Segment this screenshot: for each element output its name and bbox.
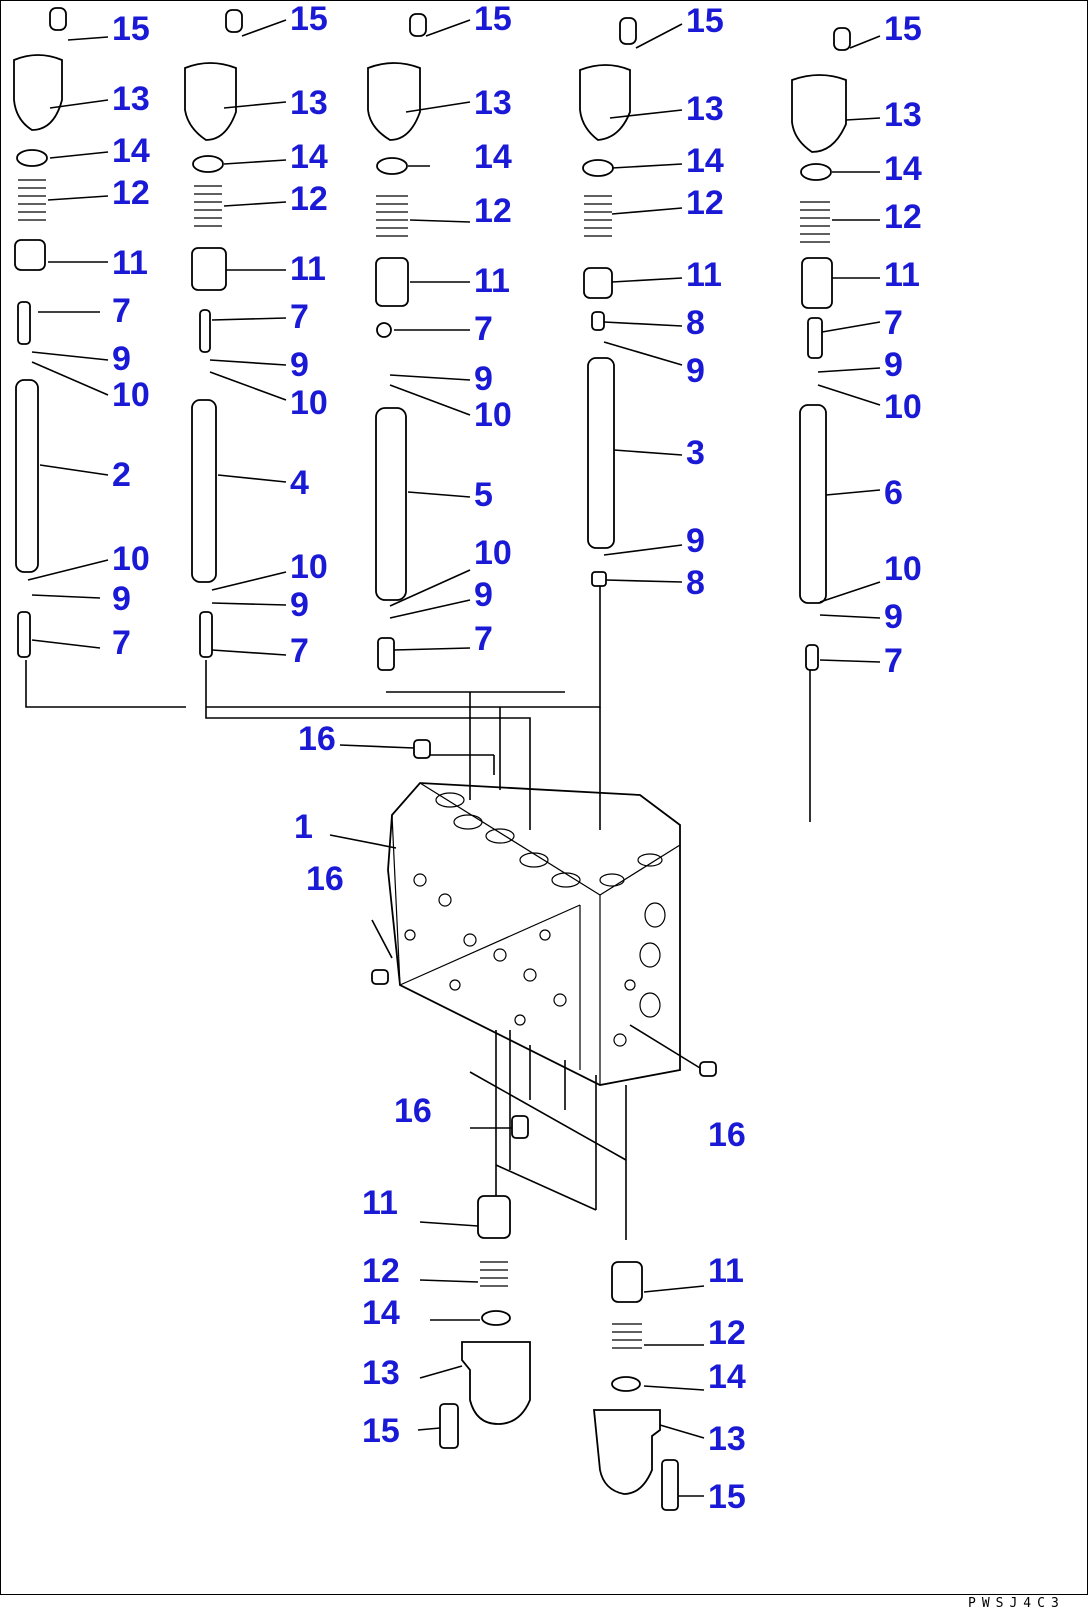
label-c4-8b: 8	[686, 564, 705, 602]
label-body-16a: 16	[298, 720, 336, 758]
label-c4-3: 3	[686, 434, 705, 472]
label-c4-13: 13	[686, 90, 724, 128]
drawing-code: PWSJ4C3	[968, 1596, 1065, 1611]
label-c1-10b: 10	[112, 540, 150, 578]
label-c3-10a: 10	[474, 396, 512, 434]
label-bl-13: 13	[362, 1354, 400, 1392]
label-c4-14: 14	[686, 142, 724, 180]
label-c1-7a: 7	[112, 292, 131, 330]
label-c3-15: 15	[474, 0, 512, 38]
label-c5-11: 11	[884, 256, 920, 294]
label-c2-7b: 7	[290, 632, 309, 670]
label-c3-13: 13	[474, 84, 512, 122]
label-br-15: 15	[708, 1478, 746, 1516]
label-c5-10a: 10	[884, 388, 922, 426]
label-c1-2: 2	[112, 456, 131, 494]
label-c4-9b: 9	[686, 522, 705, 560]
label-bl-15: 15	[362, 1412, 400, 1450]
label-c1-12: 12	[112, 174, 150, 212]
label-c5-9a: 9	[884, 346, 903, 384]
label-c5-9b: 9	[884, 598, 903, 636]
label-c4-15: 15	[686, 2, 724, 40]
label-c2-12: 12	[290, 180, 328, 218]
label-c4-11: 11	[686, 256, 722, 294]
label-bl-11: 11	[362, 1184, 398, 1222]
label-c5-10b: 10	[884, 550, 922, 588]
label-c1-15: 15	[112, 10, 150, 48]
label-c2-7a: 7	[290, 298, 309, 336]
label-c5-7a: 7	[884, 304, 903, 342]
label-c2-13: 13	[290, 84, 328, 122]
label-leaders	[28, 20, 880, 1496]
label-c2-10a: 10	[290, 384, 328, 422]
label-c3-10b: 10	[474, 534, 512, 572]
label-c3-7b: 7	[474, 620, 493, 658]
label-c3-5: 5	[474, 476, 493, 514]
label-c5-13: 13	[884, 96, 922, 134]
label-c3-11: 11	[474, 262, 510, 300]
label-body-1: 1	[294, 808, 313, 846]
label-c3-9b: 9	[474, 576, 493, 614]
label-c5-6: 6	[884, 474, 903, 512]
label-c2-4: 4	[290, 464, 309, 502]
valve-body	[388, 783, 680, 1085]
label-body-16c: 16	[394, 1092, 432, 1130]
label-c1-11: 11	[112, 244, 148, 282]
label-c3-14: 14	[474, 138, 512, 176]
label-c3-7a: 7	[474, 310, 493, 348]
label-body-16b: 16	[306, 860, 344, 898]
label-c4-12: 12	[686, 184, 724, 222]
label-c3-9a: 9	[474, 360, 493, 398]
label-c4-8a: 8	[686, 304, 705, 342]
label-c1-13: 13	[112, 80, 150, 118]
label-c1-14: 14	[112, 132, 150, 170]
label-c1-9a: 9	[112, 340, 131, 378]
label-c5-15: 15	[884, 10, 922, 48]
label-br-14: 14	[708, 1358, 746, 1396]
label-c5-7b: 7	[884, 642, 903, 680]
label-br-12: 12	[708, 1314, 746, 1352]
label-bl-12: 12	[362, 1252, 400, 1290]
label-c3-12: 12	[474, 192, 512, 230]
label-c2-9b: 9	[290, 586, 309, 624]
label-br-13: 13	[708, 1420, 746, 1458]
label-c2-9a: 9	[290, 346, 309, 384]
label-c1-9b: 9	[112, 580, 131, 618]
label-c1-7b: 7	[112, 624, 131, 662]
label-c2-11: 11	[290, 250, 326, 288]
label-c1-10a: 10	[112, 376, 150, 414]
label-c5-14: 14	[884, 150, 922, 188]
label-br-11: 11	[708, 1252, 744, 1290]
label-c2-10b: 10	[290, 548, 328, 586]
label-c5-12: 12	[884, 198, 922, 236]
label-bl-14: 14	[362, 1294, 400, 1332]
label-c2-14: 14	[290, 138, 328, 176]
label-c4-9a: 9	[686, 352, 705, 390]
label-body-16d: 16	[708, 1116, 746, 1154]
label-c2-15: 15	[290, 0, 328, 38]
